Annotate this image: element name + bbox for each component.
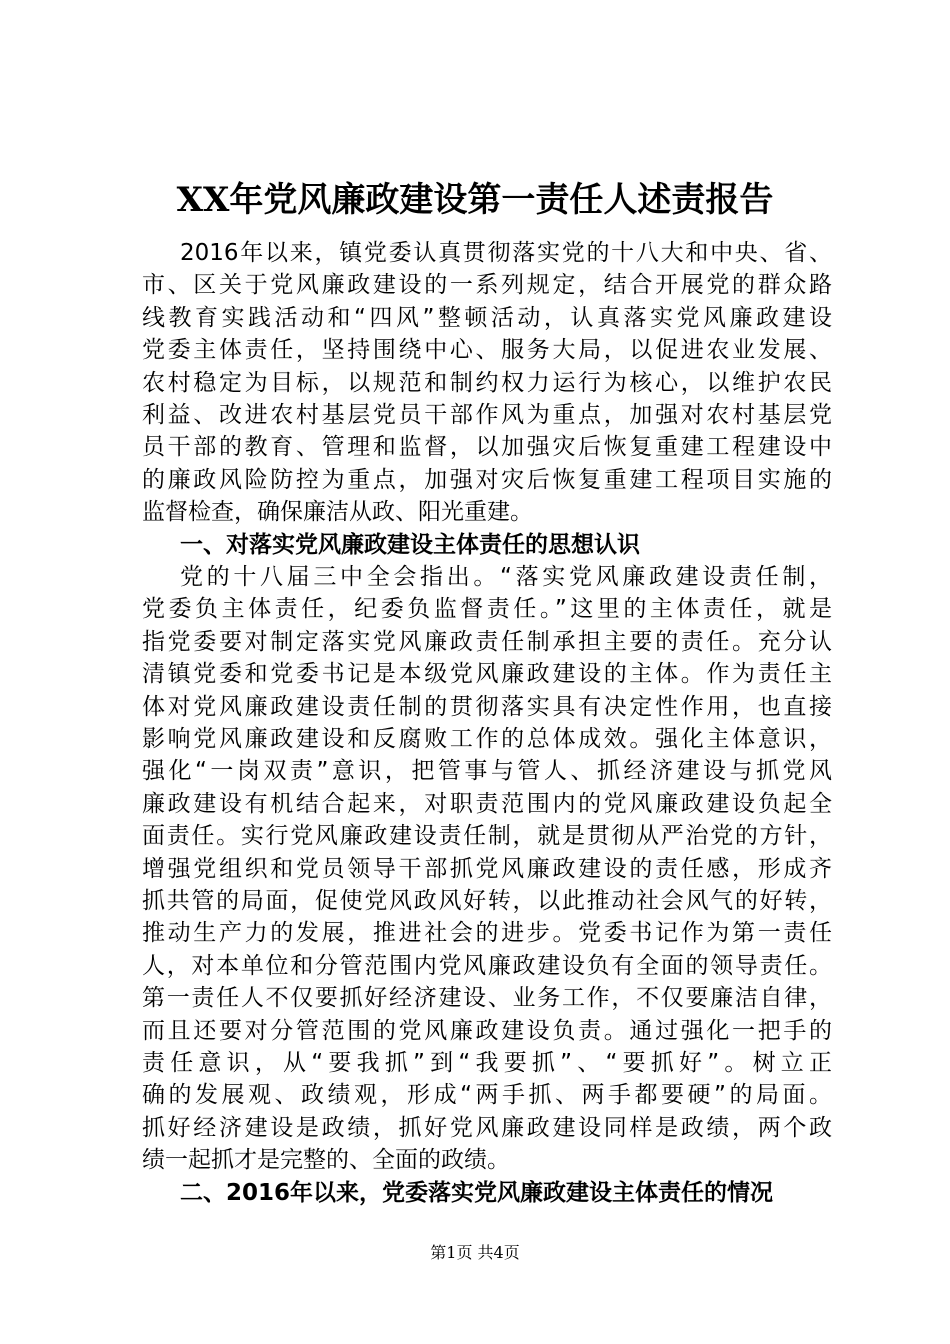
paragraph-line: 党委主体责任，坚持围绕中心、服务大局，以促进农业发展、 <box>142 337 832 363</box>
paragraph-line: 人，对本单位和分管范围内党风廉政建设负有全面的领导责任。 <box>142 953 832 979</box>
paragraph-line: 市、区关于党风廉政建设的一系列规定，结合开展党的群众路 <box>142 272 832 298</box>
paragraph-line: 的廉政风险防控为重点，加强对灾后恢复重建工程项目实施的 <box>142 467 832 493</box>
paragraph-line: 抓共管的局面，促使党风政风好转，以此推动社会风气的好转， <box>142 888 832 914</box>
paragraph-line: 第一责任人不仅要抓好经济建设、业务工作，不仅要廉洁自律， <box>142 985 832 1011</box>
paragraph-line: 2016年以来，镇党委认真贯彻落实党的十八大和中央、省、 <box>180 240 832 266</box>
paragraph-line: 责任意识，从“要我抓”到“我要抓”、“要抓好”。树立正 <box>142 1050 832 1076</box>
paragraph-line: 影响党风廉政建设和反腐败工作的总体成效。强化主体意识， <box>142 726 832 752</box>
document-title: XX年党风廉政建设第一责任人述责报告 <box>176 180 774 220</box>
paragraph-line: 员干部的教育、管理和监督，以加强灾后恢复重建工程建设中 <box>142 434 832 460</box>
paragraph-line: 而且还要对分管范围的党风廉政建设负责。通过强化一把手的 <box>142 1018 832 1044</box>
paragraph-line: 确的发展观、政绩观，形成“两手抓、两手都要硬”的局面。 <box>142 1082 832 1108</box>
paragraph-line: 指党委要对制定落实党风廉政责任制承担主要的责任。充分认 <box>142 629 832 655</box>
section-heading: 一、对落实党风廉政建设主体责任的思想认识 <box>180 532 640 558</box>
paragraph-line: 增强党组织和党员领导干部抓党风廉政建设的责任感，形成齐 <box>142 856 832 882</box>
paragraph-line: 廉政建设有机结合起来，对职责范围内的党风廉政建设负起全 <box>142 791 832 817</box>
section-heading: 二、2016年以来，党委落实党风廉政建设主体责任的情况 <box>180 1180 774 1206</box>
paragraph-line: 党委负主体责任，纪委负监督责任。”这里的主体责任，就是 <box>142 596 832 622</box>
paragraph-line: 体对党风廉政建设责任制的贯彻落实具有决定性作用，也直接 <box>142 694 832 720</box>
paragraph-line: 利益、改进农村基层党员干部作风为重点，加强对农村基层党 <box>142 402 832 428</box>
paragraph-line: 监督检查，确保廉洁从政、阳光重建。 <box>142 499 533 525</box>
paragraph-line: 面责任。实行党风廉政建设责任制，就是贯彻从严治党的方针， <box>142 823 832 849</box>
page-footer: 第1页 共4页 <box>430 1243 520 1262</box>
paragraph-line: 推动生产力的发展，推进社会的进步。党委书记作为第一责任 <box>142 920 832 946</box>
paragraph-line: 强化“一岗双责”意识，把管事与管人、抓经济建设与抓党风 <box>142 758 832 784</box>
paragraph-line: 抓好经济建设是政绩，抓好党风廉政建设同样是政绩，两个政 <box>142 1115 832 1141</box>
paragraph-line: 农村稳定为目标，以规范和制约权力运行为核心，以维护农民 <box>142 370 832 396</box>
paragraph-line: 线教育实践活动和“四风”整顿活动，认真落实党风廉政建设 <box>142 305 832 331</box>
paragraph-line: 党的十八届三中全会指出。“落实党风廉政建设责任制， <box>180 564 832 590</box>
paragraph-line: 清镇党委和党委书记是本级党风廉政建设的主体。作为责任主 <box>142 661 832 687</box>
paragraph-line: 绩一起抓才是完整的、全面的政绩。 <box>142 1147 510 1173</box>
